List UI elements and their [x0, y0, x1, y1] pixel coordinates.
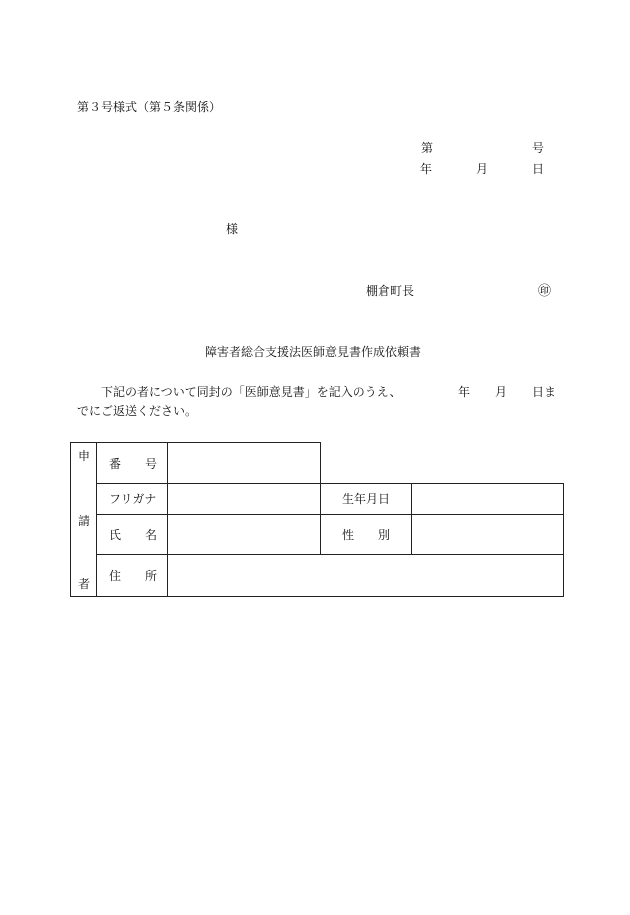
- table-line-mid-left: [320, 483, 321, 555]
- addressee-honorific: 様: [226, 222, 239, 236]
- table-border-left: [70, 442, 71, 597]
- name-value-cell[interactable]: [168, 515, 320, 554]
- form-number: 第３号様式（第５条関係）: [77, 100, 222, 114]
- label-number: 番 号: [109, 457, 158, 471]
- body-line-2: でにご返送ください。: [77, 404, 198, 418]
- date-year-label: 年: [420, 162, 433, 176]
- doc-number-prefix: 第: [421, 141, 434, 155]
- doc-number-suffix: 号: [532, 141, 545, 155]
- side-label-char-3: 者: [78, 577, 91, 591]
- date-month-label: 月: [476, 162, 489, 176]
- address-value-cell[interactable]: [168, 555, 563, 596]
- furigana-value-cell[interactable]: [168, 484, 320, 514]
- label-furigana: フリガナ: [109, 492, 157, 506]
- due-day-label: 日ま: [532, 385, 557, 399]
- table-border-bottom: [70, 596, 564, 597]
- label-gender: 性 別: [342, 528, 391, 542]
- body-line-1: 下記の者について同封の「医師意見書」を記入のうえ、: [101, 385, 402, 399]
- gender-value-cell[interactable]: [412, 515, 563, 554]
- table-line-number-right: [320, 442, 321, 484]
- label-birthdate: 生年月日: [342, 492, 391, 506]
- table-line-side-label: [96, 442, 97, 597]
- label-name: 氏 名: [109, 528, 158, 542]
- number-value-cell[interactable]: [168, 443, 320, 483]
- table-border-right: [563, 483, 564, 597]
- side-label-char-2: 請: [78, 514, 91, 528]
- seal-mark: ㊞: [538, 284, 552, 299]
- sender-title: 棚倉町長: [366, 284, 415, 298]
- side-label-char-1: 申: [78, 449, 91, 463]
- date-day-label: 日: [532, 162, 545, 176]
- birthdate-value-cell[interactable]: [412, 484, 563, 514]
- label-address: 住 所: [109, 569, 158, 583]
- due-month-label: 月: [495, 385, 508, 399]
- document-title: 障害者総合支援法医師意見書作成依頼書: [205, 345, 422, 359]
- due-year-label: 年: [458, 385, 471, 399]
